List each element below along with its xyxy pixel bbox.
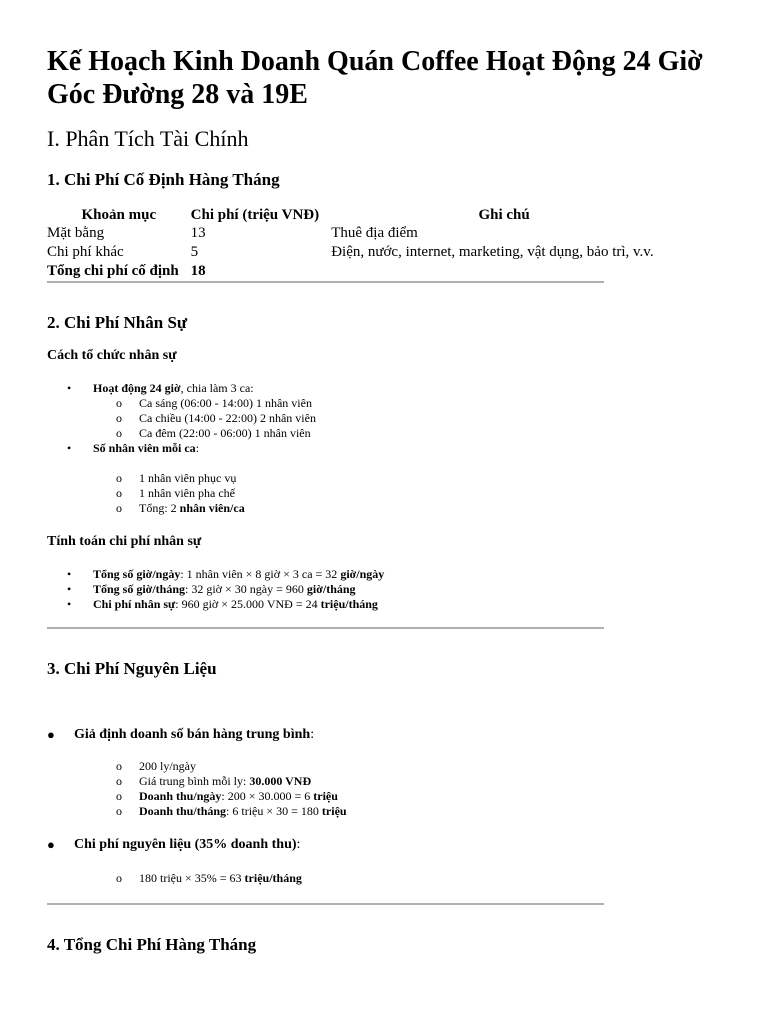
list-item: o Ca chiều (14:00 - 22:00) 2 nhân viên [47,411,647,426]
section-heading-financial: I. Phân Tích Tài Chính [47,126,249,151]
table-header-row [47,206,677,225]
total-label: Tổng chi phí cố định [47,263,179,279]
divider [47,281,604,283]
list-item: o 1 nhân viên phục vụ [47,471,647,486]
list-item: • Hoạt động 24 giờ, chia làm 3 ca: [47,381,647,396]
list-item: o Ca sáng (06:00 - 14:00) 1 nhân viên [47,396,647,411]
fixed-cost-heading: 1. Chi Phí Cố Định Hàng Tháng [47,170,280,189]
cell-cost: 13 [190,225,206,241]
cell-item: Chi phí khác [47,244,124,260]
fixed-cost-table [47,206,677,282]
list-item: • Chi phí nhân sự: 960 giờ × 25.000 VNĐ = 24 triệu/tháng [47,597,647,612]
total-cost-heading: 4. Tổng Chi Phí Hàng Tháng [47,935,257,954]
list-item: o Doanh thu/ngày: 200 × 30.000 = 6 triệu [47,789,647,804]
divider [47,627,604,629]
table-total-row [47,263,677,282]
table-row [47,225,677,244]
cell-note: Thuê địa điểm [331,225,418,241]
col-header-note: Ghi chú [478,207,530,223]
staff-calc-list [47,567,647,612]
list-item: o Tổng: 2 nhân viên/ca [47,501,647,516]
list-item: • Số nhân viên mỗi ca: [47,441,647,456]
list-item: o 1 nhân viên pha chế [47,486,647,501]
cell-cost: 5 [190,244,199,260]
divider [47,903,604,905]
list-item: • Tổng số giờ/ngày: 1 nhân viên × 8 giờ × 3 ca = 32 giờ/ngày [47,567,647,582]
sales-assumption-list [47,726,647,744]
materials-cost-list [47,836,647,854]
materials-cost-heading: 3. Chi Phí Nguyên Liệu [47,659,217,678]
document-title: Kế Hoạch Kinh Doanh Quán Coffee Hoạt Động 24 Giờ Góc Đường 28 và 19E [47,46,703,110]
materials-calc-list [47,871,647,886]
staff-org-heading: Cách tổ chức nhân sự [47,348,177,363]
table-row [47,244,677,263]
total-value: 18 [190,263,206,279]
staff-cost-heading: 2. Chi Phí Nhân Sự [47,313,188,332]
staff-org-list [47,381,647,456]
list-item: o Giá trung bình mỗi ly: 30.000 VNĐ [47,774,647,789]
cell-note: Điện, nước, internet, marketing, vật dụng, bảo trì, v.v. [331,244,654,260]
staff-per-shift-list [47,471,647,516]
list-item: ● Chi phí nguyên liệu (35% doanh thu): [47,836,647,854]
list-item: o 180 triệu × 35% = 63 triệu/tháng [47,871,647,886]
list-item: o Doanh thu/tháng: 6 triệu × 30 = 180 triệu [47,804,647,819]
sales-detail-list [47,759,647,819]
col-header-cost: Chi phí (triệu VNĐ) [190,207,320,223]
col-header-item: Khoản mục [81,207,157,223]
staff-calc-heading: Tính toán chi phí nhân sự [47,534,202,549]
cell-item: Mặt bằng [47,225,105,241]
list-item: o Ca đêm (22:00 - 06:00) 1 nhân viên [47,426,647,441]
list-item: • Tổng số giờ/tháng: 32 giờ × 30 ngày = 960 giờ/tháng [47,582,647,597]
list-item: o 200 ly/ngày [47,759,647,774]
list-item: ● Giả định doanh số bán hàng trung bình: [47,726,647,744]
